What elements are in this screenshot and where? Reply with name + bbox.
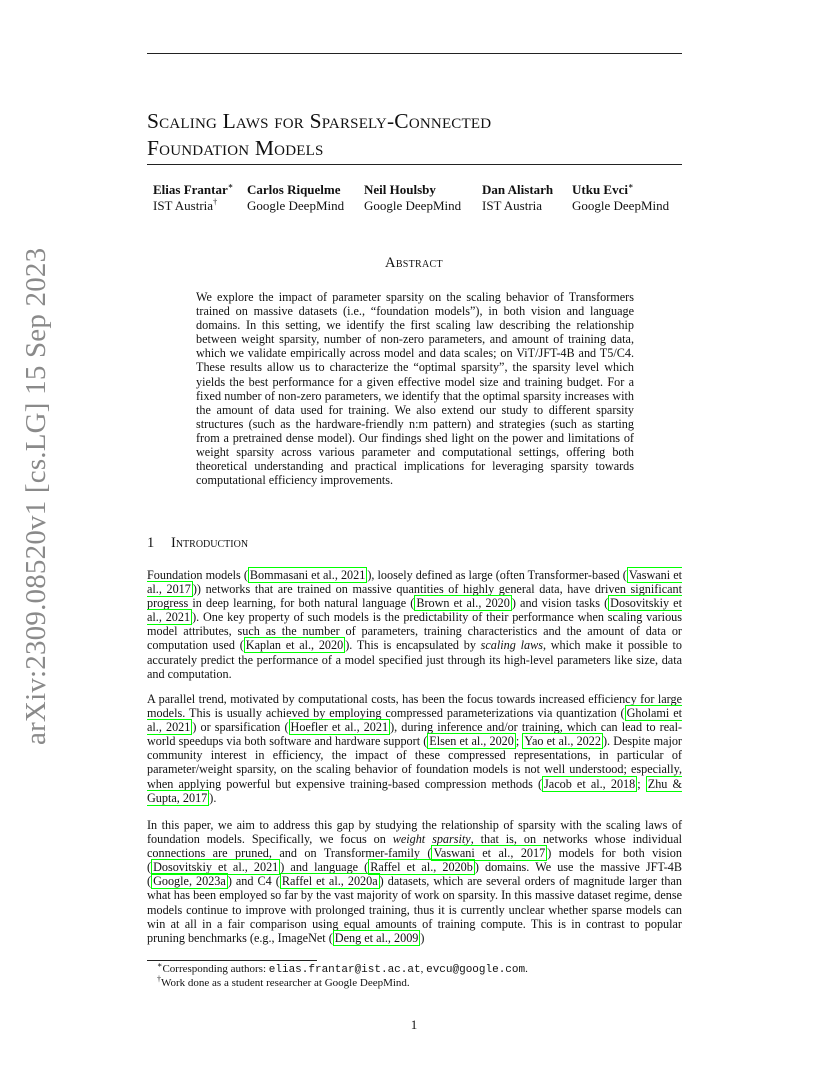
title-line-2: Foundation Models [147,136,324,160]
citation-link[interactable]: Kaplan et al., 2020 [245,638,344,653]
footnote-2: †Work done as a student researcher at Google DeepMind. [157,974,410,989]
citation-link[interactable]: Google, 2023a [153,874,226,889]
page-number: 1 [410,1017,418,1032]
citation-link[interactable]: Raffel et al., 2020b [370,860,473,875]
citation-link[interactable]: Dosovitskiy et al., 2021 [153,860,279,875]
footnote-1: ∗Corresponding authors: elias.frantar@ist.ac.at, evcu@google.com. [157,960,528,976]
title-rule [147,164,682,165]
abstract-heading: Abstract [385,255,443,271]
paragraph-3: In this paper, we aim to address this gap by studying the relationship of sparsity with the scaling laws of foundation models. Specifically, we focus on weight sparsity, that is, on networks whose individual connections are pruned, and on Transformer-family ( Vaswani et al., 2017 ) models for both vision ( Dosovitskiy et al., 2021 ) and language ( Raffel et al., 2020b ) domains. We use the massive JFT-4B ( Google, 2023a ) and C4 ( Raffel et al., 2020a ) datasets, which are several orders of magnitude larger than what has been employed so far by the vast majority of work on sparsity. In this massive dataset regime, dense models continue to improve with prolonged training, thus it is currently unclear whether sparse models can win at all in a fair comparison using equal amounts of training compute. This is in contrast to popular pruning benchmarks (e.g., ImageNet ( Deng et al., 2009 ) [147,818,683,945]
top-rule [147,53,682,54]
footnote-rule [147,960,317,961]
citation-link[interactable]: Hoefler et al., 2021 [290,720,389,735]
citation-link[interactable]: Zhu & Gupta, 2017 [147,776,682,805]
citation-link[interactable]: Dosovitskiy et al., 2021 [147,596,682,625]
citation-link[interactable]: Elsen et al., 2020 [429,734,514,749]
author: Neil Houlsby Google DeepMind [364,182,462,213]
citation-link[interactable]: Jacob et al., 2018 [544,776,636,791]
email-link[interactable]: elias.frantar@ist.ac.at [268,964,421,976]
title-line-1: Scaling Laws for Sparsely-Connected [147,109,492,133]
citation-link[interactable]: Bommasani et al., 2021 [249,568,366,582]
citation-link[interactable]: Brown et al., 2020 [416,596,510,611]
citation-link[interactable]: Vaswani et al., 2017 [433,846,546,861]
author: Elias Frantar∗ IST Austria† [153,181,234,213]
arxiv-stamp: arXiv:2309.08520v1 [cs.LG] 15 Sep 2023 [20,247,52,745]
section-heading [147,535,248,552]
email-link[interactable]: evcu@google.com [426,964,526,976]
citation-link[interactable]: Gholami et al., 2021 [147,706,682,735]
abstract-text: We explore the impact of parameter sparsity on the scaling behavior of Transformers trained on massive datasets (i.e., “foundation models”), in both vision and language domains. In this setting, we identify the first scaling law describing the relationship between weight sparsity, number of non-zero parameters, and amount of training data, which we validate empirically across model and data scales; on ViT/JFT-4B and T5/C4. These results allow us to characterize the “optimal sparsity”, the sparsity level which yields the best performance for a given effective model size and training budget. For a fixed number of non-zero parameters, we identify that the optimal sparsity increases with the amount of data used for training. We also extend our study to different sparsity structures (such as the hardware-friendly n:m pattern) and strategies (such as starting from a pretrained dense model). Our findings shed light on the power and limitations of weight sparsity across various parameter and computational settings, offering both theoretical understanding and practical implications for leveraging sparsity towards computational efficiency improvements. [196,290,634,488]
paper-title [147,108,707,162]
citation-link[interactable]: Raffel et al., 2020a [281,874,378,889]
section-number: 1 [147,535,155,551]
citation-link[interactable]: Deng et al., 2009 [334,930,419,945]
paragraph-1: Foundation models ( Bommasani et al., 2021 ), loosely defined as large (often Transformer-based ( Vaswani et al., 2017 )) networks that are trained on massive quantities of highly general data, have driven significant progress in deep learning, for both natural language ( Brown et al., 2020 ) and vision tasks ( Dosovitskiy et al., 2021 ). One key property of such models is the predictability of their performance when scaling various model attributes, such as the number of parameters, training characteristics and the amount of data or computation used ( Kaplan et al., 2020 ). This is encapsulated by scaling laws, which make it possible to accurately predict the performance of a model specified just through its high-level parameters like size, data and computation. [147,568,683,681]
citation-link[interactable]: Yao et al., 2022 [524,734,601,749]
paragraph-2: A parallel trend, motivated by computational costs, has been the focus towards increased efficiency for large models. This is usually achieved by employing compressed parameterizations via quantization ( Gholami et al., 2021 ) or sparsification ( Hoefler et al., 2021 ), during inference and/or training, which can lead to real-world speedups via both software and hardware support ( Elsen et al., 2020 ; Yao et al., 2022 ). Despite major community interest in efficiency, the impact of these compressed representations, in particular of parameter/weight sparsity, on the scaling behavior of foundation models is not well understood; especially, when applying powerful but expensive training-based compression methods ( Jacob et al., 2018 ; Zhu & Gupta, 2017 ). [147,692,683,805]
citation-link[interactable]: Vaswani et al., 2017 [147,568,682,597]
author: Carlos Riquelme Google DeepMind [247,182,345,213]
author: Dan Alistarh IST Austria [482,182,554,213]
section-title: Introduction [171,535,249,551]
author: Utku Evci∗ Google DeepMind [572,181,670,213]
